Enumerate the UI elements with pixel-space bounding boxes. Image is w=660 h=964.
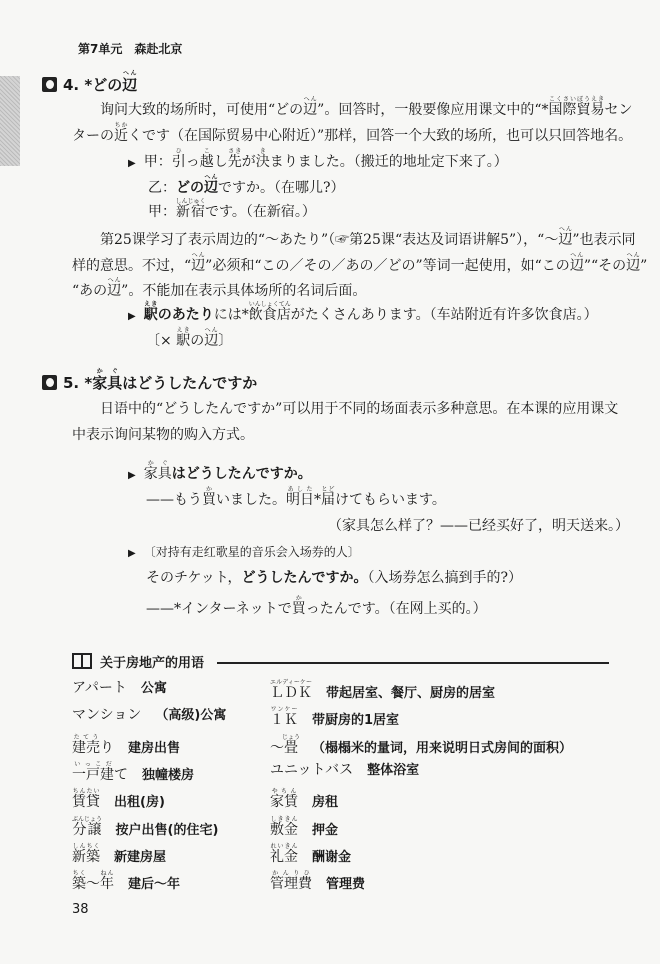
example-line — [128, 301, 598, 326]
ruby-word: 家賃やちん — [270, 788, 298, 811]
text-run: ～ — [86, 876, 100, 893]
text-run: そのチケット， — [146, 570, 242, 586]
text-run: のあたり — [157, 307, 214, 323]
heading-rule — [217, 662, 609, 664]
vocab-term — [270, 706, 298, 729]
ruby-word: ＬＤＫエルディーケー — [270, 679, 312, 701]
ruby-word: 敷金しききん — [270, 815, 298, 838]
example-line — [128, 148, 508, 173]
vocab-term — [72, 707, 141, 723]
text-run: ——*インターネットで — [146, 601, 292, 617]
vocab-term — [72, 815, 103, 838]
ruby-word: 辺へん — [558, 226, 573, 248]
text-run: の — [190, 333, 205, 349]
ruby-word: 辺へん — [107, 277, 122, 299]
vocab-term — [72, 680, 127, 696]
ruby-word: 飲食店いんしょくてん — [248, 301, 291, 323]
text-run: ”必须和“この／その／あの／どの”等词一起使用，如“この — [205, 258, 570, 274]
ruby-word: 辺へん — [303, 96, 318, 118]
furigana: とど — [321, 486, 335, 493]
furigana: じょう — [282, 733, 301, 741]
vocab-item — [72, 734, 180, 758]
paragraph-line — [72, 252, 647, 275]
vocab-heading: 关于房地产的用语 — [72, 652, 204, 671]
furigana: へん — [569, 252, 584, 259]
ruby-word: 賃貸ちんたい — [72, 788, 100, 811]
text-run: です。（在新宿。） — [205, 204, 316, 220]
ruby-word: 駅えき — [176, 327, 191, 349]
text-run: ユニットバス — [270, 761, 354, 778]
paragraph-line — [100, 226, 636, 249]
text-run: 甲： — [143, 154, 172, 170]
furigana: ひ — [171, 148, 186, 155]
bullet-triangle-icon: ▶ — [128, 470, 136, 481]
vocab-item — [72, 679, 167, 698]
section-4-heading — [42, 70, 137, 95]
text-run: 乙： — [148, 180, 176, 196]
ruby-word: 管理費かんりひ — [270, 870, 312, 893]
vocab-meaning: 建房出售 — [128, 740, 181, 756]
text-run: て — [114, 766, 128, 783]
text-run: どの — [176, 180, 204, 196]
vocab-term — [270, 815, 298, 838]
ruby-word: 国際貿易こくさいぼうえき — [548, 96, 605, 118]
example-line — [128, 460, 312, 485]
ruby-word: 辺へん — [204, 327, 219, 349]
vocab-term — [270, 788, 298, 811]
bullet-triangle-icon: ▶ — [128, 158, 136, 169]
vocab-term — [72, 760, 128, 783]
text-run: には* — [213, 307, 249, 323]
text-run: ですか。（在哪儿?） — [218, 180, 345, 196]
vocab-term — [270, 762, 353, 778]
example-line — [146, 595, 487, 618]
text-run: ”。回答时，一般要像应用课文中的“* — [317, 102, 549, 118]
ruby-word: 駅えき — [143, 301, 158, 323]
text-run: 第25课学习了表示周边的“～あたり”（☞第25课“表达及词语讲解5”），“～ — [100, 232, 559, 248]
vocab-item — [72, 816, 218, 840]
vocab-meaning: 独幢楼房 — [142, 767, 195, 783]
furigana: へん — [204, 174, 218, 181]
vocab-meaning: 带起居室、餐厅、厨房的居室 — [326, 686, 496, 701]
furigana: ちく — [72, 870, 86, 878]
vocab-term — [270, 870, 312, 893]
vocab-item — [270, 870, 365, 894]
text-run: 〔对持有走红歌星的音乐会入场券的人〕 — [143, 545, 360, 559]
vocab-item — [72, 870, 180, 894]
text-run: けてもらいます。 — [335, 492, 446, 508]
furigana: れいきん — [270, 842, 298, 850]
ruby-word: 近ちか — [114, 122, 128, 144]
text-run: 询问大致的场所时，可使用“どの — [100, 102, 304, 118]
text-run: がたくさんあります。（车站附近有许多饮食店。） — [290, 307, 598, 323]
translation-line — [328, 517, 629, 535]
furigana: さき — [227, 148, 242, 155]
vocab-meaning: 公寓 — [140, 681, 167, 696]
furigana: しんじゅく — [175, 198, 206, 205]
vocab-item — [72, 843, 166, 867]
ruby-word: 辺へん — [569, 252, 584, 274]
vocab-term — [270, 679, 312, 701]
furigana: やちん — [270, 788, 298, 796]
furigana: かぐ — [92, 368, 123, 375]
vocab-item — [72, 788, 165, 812]
example-line — [146, 486, 446, 509]
text-run: どうしたんですか。 — [241, 570, 368, 586]
text-run: 日语中的“どうしたんですか”可以用于不同的场面表示多种意思。在本课的应用课文 — [100, 401, 619, 417]
furigana: あした — [286, 486, 314, 493]
furigana: いっこだ — [72, 760, 114, 768]
ruby-word: 買か — [291, 595, 306, 617]
text-run: 〔× — [146, 333, 177, 349]
text-run: ターの — [72, 128, 114, 144]
text-run: まりました。（搬迁的地址定下来了。） — [269, 154, 508, 170]
text-run: はどうしたんですか。 — [171, 466, 312, 482]
bullet-triangle-icon: ▶ — [128, 311, 136, 322]
vocab-item — [270, 679, 495, 703]
furigana: えき — [176, 327, 191, 334]
vocab-meaning: 酬谢金 — [312, 849, 352, 865]
ruby-word: 畳じょう — [282, 733, 301, 756]
ruby-word: 引ひ — [171, 148, 186, 170]
vocab-item — [270, 843, 351, 867]
furigana: か — [202, 486, 216, 493]
furigana: へん — [558, 226, 573, 233]
vocab-meaning: 新建房屋 — [114, 849, 167, 865]
ruby-word: 辺へん — [626, 252, 641, 274]
ruby-word: 一戸建いっこだ — [72, 760, 114, 783]
vocab-term — [72, 733, 114, 756]
text-run: 4. *どの — [63, 76, 123, 94]
text-run: （入场券怎么搞到手的?） — [367, 570, 522, 586]
text-run: はどうしたんですか — [122, 374, 258, 392]
text-run: （家具怎么样了？——已经买好了，明天送来。） — [328, 518, 629, 534]
vocab-term — [270, 842, 298, 865]
text-run: 5. * — [63, 374, 93, 392]
vocab-meaning: 押金 — [312, 822, 339, 838]
bullet-triangle-icon: ▶ — [128, 548, 136, 559]
vocab-item — [270, 761, 419, 780]
text-run: くです（在国际贸易中心附近）”那样，回答一个大致的场所，也可以只回答地名。 — [128, 128, 633, 144]
vocab-meaning: 建后～年 — [128, 877, 181, 893]
text-run: し — [213, 154, 228, 170]
furigana: へん — [107, 277, 122, 284]
example-line — [148, 198, 316, 221]
furigana: かぐ — [143, 460, 172, 467]
furigana: か — [291, 595, 306, 602]
ruby-word: 辺へん — [122, 70, 138, 94]
text-run: ”也表示同 — [572, 232, 636, 248]
ruby-word: 越こ — [199, 148, 214, 170]
paragraph-line — [100, 400, 618, 418]
text-run: ったんです。（在网上买的。） — [305, 601, 487, 617]
page-number: 38 — [72, 902, 89, 917]
example-line — [146, 569, 522, 587]
book-icon — [72, 653, 92, 669]
furigana: えき — [143, 301, 158, 308]
furigana: ちか — [114, 122, 128, 129]
text-run: ～ — [270, 739, 284, 756]
text-run: が — [241, 154, 256, 170]
furigana: ぶんじょう — [72, 815, 103, 823]
example-line — [128, 543, 360, 563]
vocab-item — [270, 706, 399, 730]
ruby-word: 築ちく — [72, 870, 86, 893]
furigana: エルディーケー — [270, 679, 312, 686]
text-run: 样的意思。不过，“ — [72, 258, 192, 274]
furigana: へん — [303, 96, 318, 103]
ruby-word: 明日あした — [286, 486, 314, 508]
paragraph-line — [72, 277, 366, 300]
paragraph-line — [72, 122, 632, 145]
furigana: いんしょくてん — [248, 301, 291, 308]
text-run: ”。不能加在表示具体场所的名词后面。 — [121, 283, 367, 299]
furigana: こ — [199, 148, 214, 155]
vocab-term — [72, 788, 100, 811]
text-run: * — [314, 492, 321, 508]
vocab-meaning: 带厨房的1居室 — [312, 713, 400, 729]
furigana: へん — [122, 70, 138, 77]
text-run: アパート — [72, 680, 127, 696]
furigana: こくさいぼうえき — [548, 96, 605, 103]
vocab-meaning: 出租(房) — [114, 795, 165, 811]
ruby-word: 届とど — [321, 486, 335, 508]
ruby-word: 分譲ぶんじょう — [72, 815, 103, 838]
vocab-term — [72, 842, 100, 865]
furigana: かんりひ — [270, 870, 312, 878]
vocab-meaning: 按户出售(的住宅) — [115, 822, 219, 838]
vocab-term — [72, 870, 114, 893]
ruby-word: 決き — [255, 148, 270, 170]
text-run: っ — [185, 154, 200, 170]
text-run: 中表示询问某物的购入方式。 — [72, 427, 254, 443]
face-icon — [42, 77, 57, 92]
face-icon — [42, 375, 57, 390]
vocab-item — [270, 816, 338, 840]
vocab-item — [270, 788, 338, 812]
ruby-word: 年ねん — [100, 870, 114, 893]
ruby-word: 新宿しんじゅく — [175, 198, 206, 220]
text-run: ”“その — [583, 258, 627, 274]
ruby-word: 先さき — [227, 148, 242, 170]
running-header: 第7单元 森赴北京 — [78, 42, 183, 56]
furigana: しききん — [270, 815, 298, 823]
ruby-word: １Ｋワンケー — [270, 706, 298, 729]
ruby-word: 買か — [202, 486, 216, 508]
vocab-term — [270, 733, 301, 756]
furigana: へん — [626, 252, 641, 259]
furigana: ワンケー — [270, 706, 298, 714]
furigana: ねん — [100, 870, 114, 878]
example-line — [146, 327, 232, 350]
furigana: ちんたい — [72, 788, 100, 796]
vocab-meaning: （榻榻米的量词，用来说明日式房间的面积） — [312, 740, 573, 756]
section-5-heading — [42, 368, 257, 393]
text-run: り — [100, 739, 114, 756]
ruby-word: 家具かぐ — [92, 368, 123, 392]
text-run: セン — [604, 102, 633, 118]
example-line — [148, 174, 345, 197]
furigana: へん — [191, 252, 206, 259]
ruby-word: 新築しんちく — [72, 842, 100, 865]
vocab-item — [270, 734, 572, 758]
text-run: ——もう — [146, 492, 202, 508]
chapter-tab-marker — [0, 76, 20, 166]
vocab-item — [72, 706, 226, 725]
vocab-meaning: （高级)公寓 — [155, 708, 227, 724]
ruby-word: 建売たてう — [72, 733, 100, 756]
furigana: たてう — [72, 733, 100, 741]
vocab-meaning: 房租 — [312, 795, 339, 811]
ruby-word: 辺へん — [204, 174, 218, 196]
furigana: しんちく — [72, 842, 100, 850]
furigana: へん — [204, 327, 219, 334]
vocab-meaning: 整体浴室 — [367, 762, 420, 778]
paragraph-line — [72, 426, 254, 444]
ruby-word: 辺へん — [191, 252, 206, 274]
text-run: 甲： — [148, 204, 176, 220]
vocab-item — [72, 761, 194, 785]
text-run: “あの — [72, 283, 108, 299]
vocab-meaning: 管理费 — [326, 877, 366, 893]
text-run: ” — [640, 258, 648, 274]
paragraph-line — [100, 96, 633, 119]
text-run: 〕 — [218, 333, 233, 349]
text-run: マンション — [72, 707, 142, 724]
ruby-word: 家具かぐ — [143, 460, 172, 482]
furigana: き — [255, 148, 270, 155]
ruby-word: 礼金れいきん — [270, 842, 298, 865]
text-run: いました。 — [216, 492, 286, 508]
